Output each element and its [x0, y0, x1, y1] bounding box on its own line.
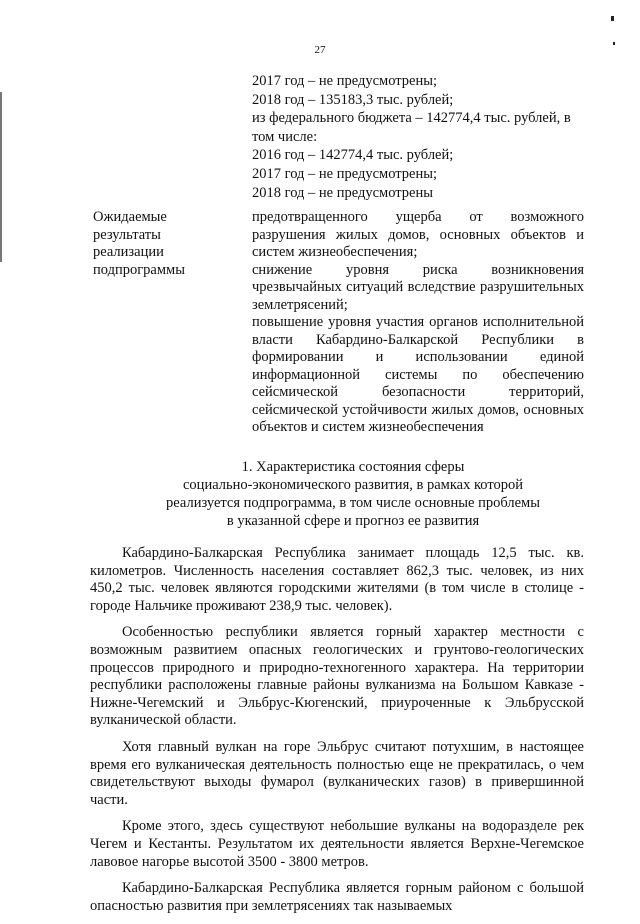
- financing-line: 2018 год – не предусмотрены: [252, 184, 433, 201]
- financing-block: [252, 72, 592, 202]
- results-item: предотвращенного ущерба от возможного разрушения жилых домов, основных объектов и систем жизнеобеспечения;: [252, 209, 584, 260]
- financing-line: 2017 год – не предусмотрены;: [252, 165, 438, 182]
- heading-line: в указанной сфере и прогноз ее развития: [226, 513, 480, 529]
- results-list: [252, 209, 584, 437]
- paragraph: Кабардино-Балкарская Республика занимает площадь 12,5 тыс. кв. километров. Численность населения составляет 862,3 тыс. человек, из них 450,2 тыс. человек являются городскими жителями (в том числе в столице - городе Нальчике проживают 238,9 тыс. человек).: [90, 545, 584, 614]
- financing-line: из федерального бюджета – 142774,4 тыс. рублей, в том числе:: [252, 110, 571, 145]
- page-number: 27: [314, 44, 326, 56]
- scan-speck: [611, 16, 614, 21]
- heading-line: социально-экономического развития, в рамках которой: [183, 477, 523, 493]
- financing-line: 2017 год – не предусмотрены;: [252, 73, 438, 89]
- results-item: снижение уровня риска возникновения чрезвычайных ситуаций вследствие разрушительных землетрясений;: [252, 261, 584, 313]
- paragraph: Кроме этого, здесь существуют небольшие вулканы на водоразделе рек Чегем и Кестанты. Результатом их деятельности является Верхне-Чегемское лавовое нагорье высотой 3500 - 3800 метров.: [90, 818, 584, 870]
- financing-line: 2018 год – 135183,3 тыс. рублей;: [252, 91, 454, 108]
- heading-line: 1. Характеристика состояния сферы: [241, 459, 465, 475]
- results-item: повышение уровня участия органов исполнительной власти Кабардино-Балкарской Республики в формировании и использовании единой информационной системы по обеспечению сейсмической безопасности территорий, сейсмической устойчивости жилых домов, основных объектов и систем жизнеобеспечения: [252, 314, 584, 435]
- paragraph: Особенностью республики является горный характер местности с возможным развитием опасных геологических и грунтово-геологических процессов природного и природно-техногенного характера. На территории республики расположены главные районы вулканизма на Большом Кавказе - Нижне-Чегемский и Эльбрус-Кюгенский, приуроченные к Эльбрусской вулканической области.: [90, 624, 584, 729]
- body-text: [90, 545, 584, 924]
- results-label: Ожидаемые результаты реализации подпрограммы: [93, 209, 185, 278]
- paragraph: Хотя главный вулкан на горе Эльбрус считают потухшим, в настоящее время его вулканическая деятельность полностью еще не прекратилась, о чем свидетельствуют выходы фумарол (вулканических газов) в привершинной части.: [90, 738, 584, 808]
- financing-line: 2016 год – 142774,4 тыс. рублей;: [252, 147, 454, 164]
- paragraph: Кабардино-Балкарская Республика является горным районом с большой опасностью развития при землетрясениях так называемых: [90, 880, 584, 914]
- scan-edge-mark: [0, 92, 2, 262]
- heading-line: реализуется подпрограмма, в том числе основные проблемы: [166, 495, 540, 511]
- section-heading: [100, 458, 606, 530]
- scan-speck: [613, 42, 615, 45]
